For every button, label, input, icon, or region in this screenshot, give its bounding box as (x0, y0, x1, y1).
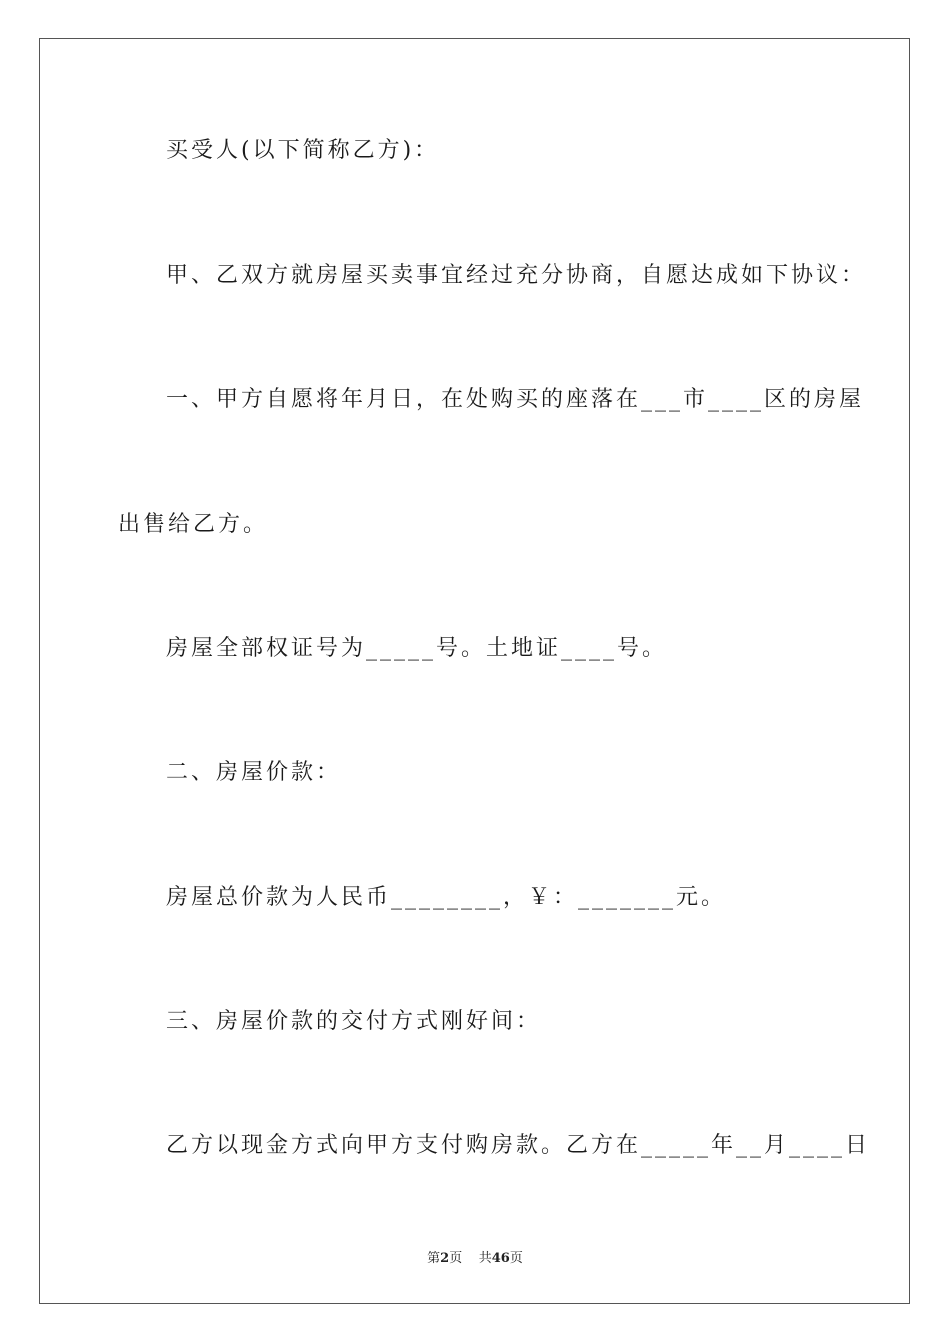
footer-total-suffix: 页 (509, 1251, 523, 1266)
text-line-agreement-intro: 甲、乙双方就房屋买卖事宜经过充分协商，自愿达成如下协议： (166, 263, 867, 288)
text-line-clause-2: 二、房屋价款： (166, 760, 342, 785)
footer-page-prefix: 第 (427, 1251, 441, 1266)
text-line-certificate: 房屋全部权证号为_____号。土地证____号。 (166, 636, 668, 661)
footer-page-number: 2 (440, 1251, 450, 1266)
text-line-clause-1: 一、甲方自愿将年月日，在处购买的座落在___市____区的房屋 (166, 387, 865, 412)
footer-total-prefix: 共 (478, 1251, 492, 1266)
footer-page-suffix: 页 (449, 1251, 463, 1266)
text-line-clause-3: 三、房屋价款的交付方式刚好间： (166, 1009, 542, 1034)
page-border (39, 38, 910, 1304)
text-line-payment: 乙方以现金方式向甲方支付购房款。乙方在_____年__月____日 (166, 1133, 871, 1158)
text-line-total-price: 房屋总价款为人民币________，￥：_______元。 (166, 885, 727, 910)
page-footer (0, 1247, 950, 1266)
footer-total-pages: 46 (491, 1251, 510, 1266)
text-line-buyer: 买受人(以下简称乙方)： (166, 138, 440, 163)
text-line-clause-1-cont: 出售给乙方。 (118, 512, 269, 537)
